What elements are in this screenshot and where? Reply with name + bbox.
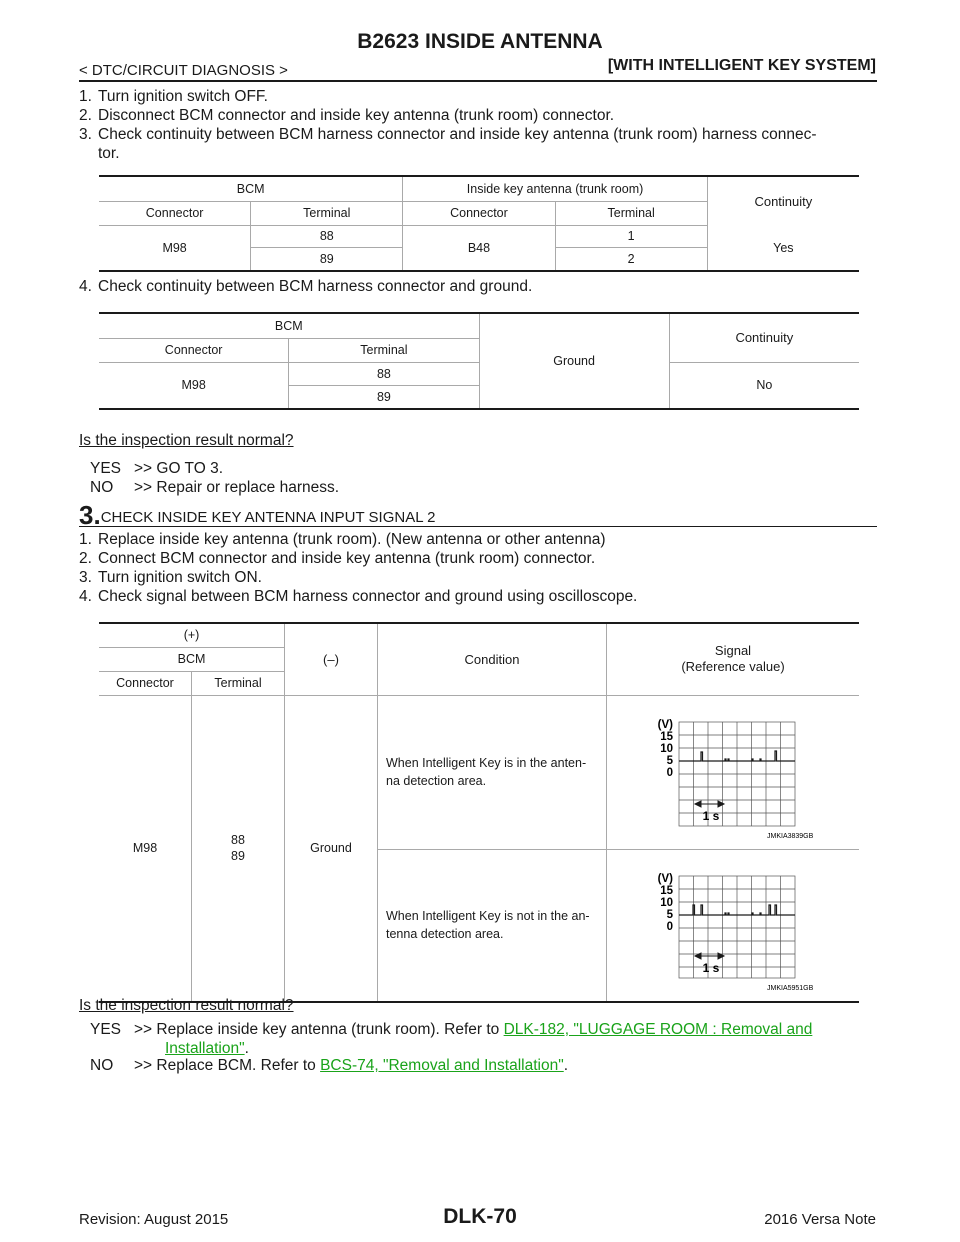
step-text: Check continuity between BCM harness connector and inside key antenna (trunk room) harness connec- bbox=[98, 126, 817, 143]
inspection-question: Is the inspection result normal? bbox=[79, 432, 294, 449]
col-header-connector: Connector bbox=[99, 201, 251, 225]
header-divider bbox=[79, 80, 877, 82]
col-header-continuity: Continuity bbox=[669, 313, 859, 362]
time-scale-label: 1 s bbox=[702, 808, 720, 823]
scope-grid bbox=[679, 722, 795, 826]
bcs-74-link[interactable]: BCS-74, "Removal and Installation" bbox=[320, 1057, 564, 1074]
step-number: 2. bbox=[79, 107, 92, 124]
section-breadcrumb: < DTC/CIRCUIT DIAGNOSIS > bbox=[79, 62, 288, 79]
scope-unit: (V) bbox=[657, 718, 673, 731]
cell-connector: M98 bbox=[99, 695, 192, 1002]
model-year: 2016 Versa Note bbox=[764, 1211, 876, 1228]
answer-key: YES bbox=[90, 1021, 122, 1038]
step-text: Turn ignition switch ON. bbox=[98, 569, 262, 586]
scope-tick: 5 bbox=[666, 754, 673, 767]
step-text: Check signal between BCM harness connector and ground using oscilloscope. bbox=[98, 588, 638, 605]
answer-key: YES bbox=[90, 460, 122, 477]
col-header-continuity: Continuity bbox=[707, 176, 859, 225]
page-number: DLK-70 bbox=[443, 1205, 517, 1228]
revision-date: Revision: August 2015 bbox=[79, 1211, 229, 1228]
scope-tick: 0 bbox=[666, 920, 673, 933]
cell-terminal: 89 bbox=[231, 849, 245, 863]
cell-terminal: 88 bbox=[289, 362, 479, 385]
system-label: [WITH INTELLIGENT KEY SYSTEM] bbox=[607, 57, 876, 74]
step-text-continued: tor. bbox=[98, 145, 120, 162]
condition-line: tenna detection area. bbox=[386, 927, 504, 941]
step-number: 3. bbox=[79, 126, 92, 143]
col-header-plus: (+) bbox=[99, 623, 285, 647]
answer-text-end: . bbox=[244, 1040, 249, 1057]
scope-tick: 15 bbox=[660, 884, 673, 897]
section-title: CHECK INSIDE KEY ANTENNA INPUT SIGNAL 2 bbox=[100, 509, 436, 526]
step-text: Connect BCM connector and inside key antenna (trunk room) connector. bbox=[98, 550, 596, 567]
time-scale-label: 1 s bbox=[702, 960, 720, 975]
answer-text: >> Replace inside key antenna (trunk room). Refer to bbox=[134, 1021, 504, 1038]
col-header-bcm: BCM bbox=[99, 313, 479, 338]
cell-terminal: 88 bbox=[251, 225, 403, 247]
cell-signal-waveform bbox=[607, 849, 860, 1002]
scope-tick: 10 bbox=[660, 896, 673, 909]
answer-text: >> Replace BCM. Refer to bbox=[134, 1057, 321, 1074]
col-header-minus: (–) bbox=[285, 623, 378, 695]
col-header-connector: Connector bbox=[116, 676, 174, 690]
oscilloscope-waveform-in-area bbox=[607, 696, 859, 846]
dlk-182-link[interactable]: DLK-182, "LUGGAGE ROOM : Removal and bbox=[503, 1021, 813, 1038]
step-number: 1. bbox=[79, 531, 92, 548]
scope-unit: (V) bbox=[657, 872, 673, 885]
cell-terminal: 1 bbox=[555, 225, 707, 247]
col-header-terminal: Terminal bbox=[251, 201, 403, 225]
col-header-connector: Connector bbox=[99, 338, 289, 362]
answer-yes bbox=[90, 1020, 880, 1039]
cell-terminal: 89 bbox=[251, 247, 403, 271]
answer-key: NO bbox=[90, 479, 114, 496]
scope-grid bbox=[679, 876, 795, 978]
section-heading bbox=[79, 500, 877, 530]
figure-code: JMKIA3839GB bbox=[767, 832, 814, 840]
col-header-bcm: BCM bbox=[99, 647, 285, 671]
answer-key: NO bbox=[90, 1057, 114, 1074]
answer-yes bbox=[90, 460, 223, 478]
cell-connector: M98 bbox=[99, 362, 289, 409]
step-number: 4. bbox=[79, 588, 92, 605]
cell-signal-waveform bbox=[607, 695, 860, 849]
cell-terminals bbox=[192, 695, 285, 1002]
col-header-terminal: Terminal bbox=[192, 671, 285, 695]
step-text: Turn ignition switch OFF. bbox=[98, 88, 268, 105]
cell-terminal: 2 bbox=[555, 247, 707, 271]
answer-text-end: . bbox=[563, 1057, 569, 1074]
cell-ground: Ground bbox=[479, 313, 669, 409]
col-header-antenna: Inside key antenna (trunk room) bbox=[403, 176, 707, 201]
dlk-182-link-continued[interactable]: Installation" bbox=[165, 1040, 245, 1057]
continuity-table-antenna bbox=[99, 175, 859, 272]
answer-text: >> Repair or replace harness. bbox=[134, 479, 340, 496]
col-header-terminal: Terminal bbox=[289, 338, 479, 362]
answer-no bbox=[90, 479, 339, 497]
scope-tick: 10 bbox=[660, 742, 673, 755]
condition-line: When Intelligent Key is not in the an- bbox=[386, 909, 590, 923]
oscilloscope-signal-table bbox=[99, 622, 859, 1003]
cell-terminal: 89 bbox=[289, 385, 479, 409]
cell-result: Yes bbox=[707, 225, 859, 271]
page-title: B2623 INSIDE ANTENNA bbox=[357, 30, 603, 53]
col-header-terminal: Terminal bbox=[555, 201, 707, 225]
signal-header-line: Signal bbox=[714, 643, 752, 659]
time-scale-arrow bbox=[695, 801, 724, 807]
cell-terminal: 88 bbox=[231, 833, 245, 847]
step-text: Check continuity between BCM harness connector and ground. bbox=[98, 278, 533, 295]
scope-tick: 0 bbox=[666, 766, 673, 779]
section-number: 3. bbox=[79, 500, 101, 530]
answer-text: >> GO TO 3. bbox=[134, 460, 224, 477]
col-header-bcm: BCM bbox=[99, 176, 403, 201]
oscilloscope-waveform-out-of-area bbox=[607, 850, 859, 998]
step-number: 2. bbox=[79, 550, 92, 567]
step-number: 4. bbox=[79, 278, 92, 295]
figure-code: JMKIA5951GB bbox=[767, 984, 814, 992]
col-header-connector: Connector bbox=[403, 201, 555, 225]
cell-connector: B48 bbox=[403, 225, 555, 271]
answer-no bbox=[90, 1056, 568, 1075]
cell-result: No bbox=[669, 362, 859, 409]
col-header-signal bbox=[607, 623, 860, 695]
cell-condition bbox=[378, 695, 607, 849]
scope-tick: 15 bbox=[660, 730, 673, 743]
continuity-table-ground bbox=[99, 312, 859, 410]
cell-condition bbox=[378, 849, 607, 1002]
condition-line: na detection area. bbox=[386, 774, 487, 788]
step-text: Disconnect BCM connector and inside key antenna (trunk room) connector. bbox=[98, 107, 615, 124]
step-number: 3. bbox=[79, 569, 92, 586]
cell-connector: M98 bbox=[99, 225, 251, 271]
inspection-question: Is the inspection result normal? bbox=[79, 997, 294, 1014]
step-text: Replace inside key antenna (trunk room). (New antenna or other antenna) bbox=[98, 531, 606, 548]
condition-line: When Intelligent Key is in the anten- bbox=[386, 756, 587, 770]
step-number: 1. bbox=[79, 88, 92, 105]
cell-ground: Ground bbox=[285, 695, 378, 1002]
col-header-condition: Condition bbox=[378, 623, 607, 695]
signal-header-line: (Reference value) bbox=[681, 659, 785, 675]
scope-tick: 5 bbox=[666, 908, 673, 921]
